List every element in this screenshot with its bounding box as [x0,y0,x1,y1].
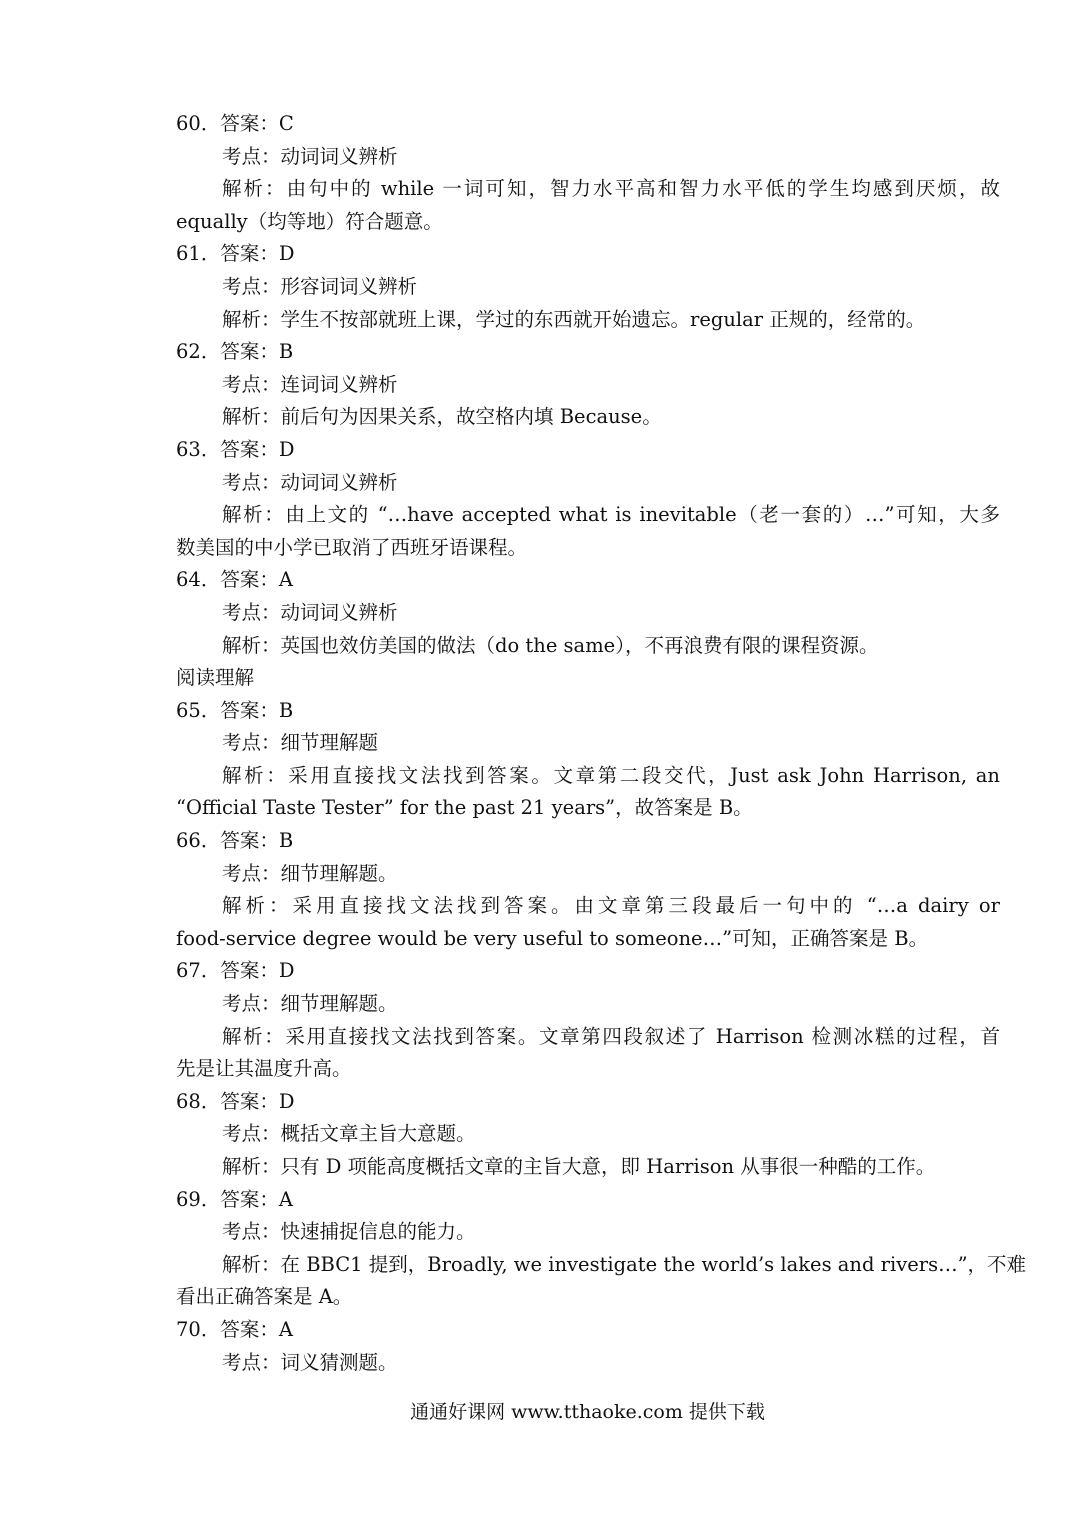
test-point: 考点：概括文章主旨大意题。 [222,1122,476,1146]
analysis-line: 解析：只有 D 项能高度概括文章的主旨大意，即 Harrison 从事很一种酷的工作。 [222,1155,936,1178]
test-point: 考点：细节理解题。 [222,861,398,885]
analysis-line: 解析：由上文的 “…have accepted what is inevitable（老一套的）…”可知，大多 [222,503,1000,527]
analysis-line: 解析：学生不按部就班上课，学过的东西就开始遗忘。regular 正规的，经常的。 [222,307,926,331]
test-point: 考点：动词词义辨析 [222,144,398,168]
analysis-line: 解析：在 BBC1 提到，Broadly, we investigate the world’s lakes and rivers…”，不难 [222,1252,1027,1276]
test-point: 考点：词义猜测题。 [222,1350,398,1374]
section-heading: 阅读理解 [176,666,255,690]
analysis-line: 解析：由句中的 while 一词可知，智力水平高和智力水平低的学生均感到厌烦，故 [222,177,1000,201]
analysis-line: equally（均等地）符合题意。 [176,209,443,233]
analysis-line: 解析：采用直接找文法找到答案。由文章第三段最后一句中的 “…a dairy or [222,894,1000,918]
answer-line: 66．答案：B [176,829,294,853]
answer-line: 68．答案：D [176,1089,295,1113]
answer-line: 60．答案：C [176,112,294,135]
answer-line: 61．答案：D [176,242,295,266]
test-point: 考点：快速捕捉信息的能力。 [222,1220,476,1244]
test-point: 考点：连词词义辨析 [222,372,398,396]
test-point: 考点：形容词词义辨析 [222,274,418,298]
answer-line: 62．答案：B [176,340,294,364]
analysis-line: 解析：采用直接找文法找到答案。文章第四段叙述了 Harrison 检测冰糕的过程，首 [222,1024,1000,1048]
test-point: 考点：动词词义辨析 [222,600,398,624]
document-body [176,108,1027,1379]
answer-line: 65．答案：B [176,698,294,722]
analysis-line: 解析：前后句为因果关系，故空格内填 Because。 [222,405,662,429]
answer-line: 69．答案：A [176,1187,293,1211]
answer-line: 64．答案：A [176,568,293,592]
answer-line: 70．答案：A [176,1317,293,1341]
analysis-line: food-service degree would be very useful to someone…”可知，正确答案是 B。 [176,926,929,950]
test-point: 考点：动词词义辨析 [222,470,398,494]
answer-line: 67．答案：D [176,959,295,983]
analysis-line: 看出正确答案是 A。 [176,1285,353,1309]
page-footer: 通通好课网 www.tthaoke.com 提供下载 [410,1401,765,1423]
test-point: 考点：细节理解题 [222,731,379,755]
analysis-line: “Official Taste Tester” for the past 21 years”，故答案是 B。 [176,796,753,820]
analysis-line: 数美国的中小学已取消了西班牙语课程。 [176,535,528,559]
answer-line: 63．答案：D [176,437,295,461]
test-point: 考点：细节理解题。 [222,992,398,1016]
analysis-line: 解析：采用直接找文法找到答案。文章第二段交代，Just ask John Harrison, an [222,763,1000,787]
analysis-line: 先是让其温度升高。 [176,1057,352,1081]
analysis-line: 解析：英国也效仿美国的做法（do the same），不再浪费有限的课程资源。 [222,633,879,657]
